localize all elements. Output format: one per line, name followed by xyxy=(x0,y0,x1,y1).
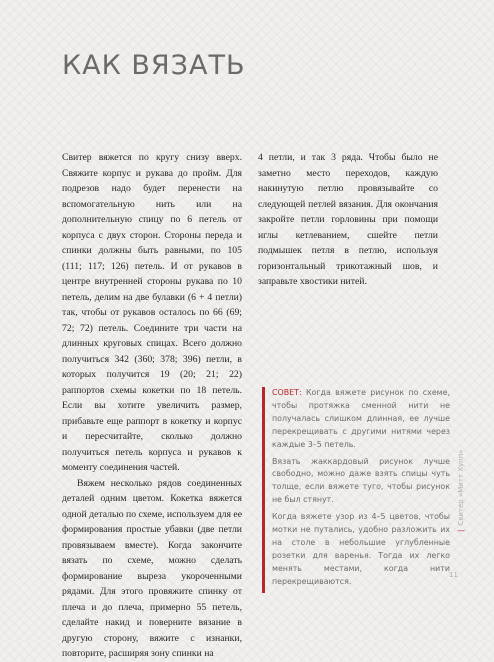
body-paragraph: Свитер вяжется по кругу снизу вверх. Свяжите корпус и рукава до пройм. Для подрезов надо будет перенести на вспомогательную нить или на дополнительную спицу по 6 петель от корпуса с двух сторон. Стороны переда и спинки должны быть равными, по 105 (111; 117; 126) петель. И от рукавов в центре внутренней стороны рукава по 10 петель, делим на две булавки (6 + 4 петли) так, чтобы от рукавов осталось по 66 (69; 72; 72) петель. Соедините три части на длинных круговых спицах. Всего должно получиться 342 (360; 378; 396) петли, в которых получится 19 (20; 21; 22) раппортов схемы кокетки по 18 петель. Если вы хотите увеличить размер, прибавьте еще раппорт в кокетку и корпус и пересчитайте, сколько должно получиться петель корпуса и рукавов к моменту соединения частей. xyxy=(62,152,242,473)
body-paragraph: Вяжем несколько рядов соединенных деталей одним цветом. Кокетка вяжется одной деталью по схеме, используем для ее формирования простые убавки (две петли провязываем вместе). Когда закончите вязать по схеме, можно сделать формирование выреза укороченными рядами. Для этого провяжите спинку от плеча и до плеча, примерно 55 петель, сделайте накид и поверните вязание в другую сторону, вяжите с изнанки, повторите, расширяя зону спинки на xyxy=(62,477,242,659)
tip-paragraph: Когда вяжете узор из 4–5 цветов, чтобы мотки не путались, удобно разложить их на столе в небольшие углубленные розетки для варенья. Тогда их легко менять местами, когда нити перекрещиваются. xyxy=(272,512,450,586)
side-label-divider: | xyxy=(457,529,465,532)
page-title: КАК ВЯЗАТЬ xyxy=(62,50,246,81)
body-paragraph: 4 петли, и так 3 ряда. Чтобы было не заметно место переходов, каждую накинутую петлю провязывайте со следующей петлей вязания. Для окончания закройте петли горловины при помощи иглы кетлеванием, сшейте петли подмышек петля в петлю, используя горизонтальный трикотажный шов, и заправьте хвостики нитей. xyxy=(258,152,438,287)
right-column xyxy=(258,150,438,290)
tip-text: Когда вяжете рисунок по схеме, чтобы протяжка сменной нити не получалась слишком длинная, ее лучше перекрещивать с другими нитями через каждые 3–5 петель. xyxy=(272,388,450,449)
tip-box xyxy=(262,387,450,593)
page-number: 11 xyxy=(449,571,458,579)
left-column xyxy=(62,150,242,662)
side-label-text: Свитер «Митт Хупп» xyxy=(457,449,465,526)
section-side-label xyxy=(457,449,465,536)
tip-paragraph: Вязать жаккардовый рисунок лучше свободно, можно даже взять спицы чуть толще, если вяжете туго, чтобы рисунок не был стянут. xyxy=(272,456,450,505)
tip-label: СОВЕТ: xyxy=(272,388,302,397)
tip-paragraph xyxy=(272,387,450,452)
